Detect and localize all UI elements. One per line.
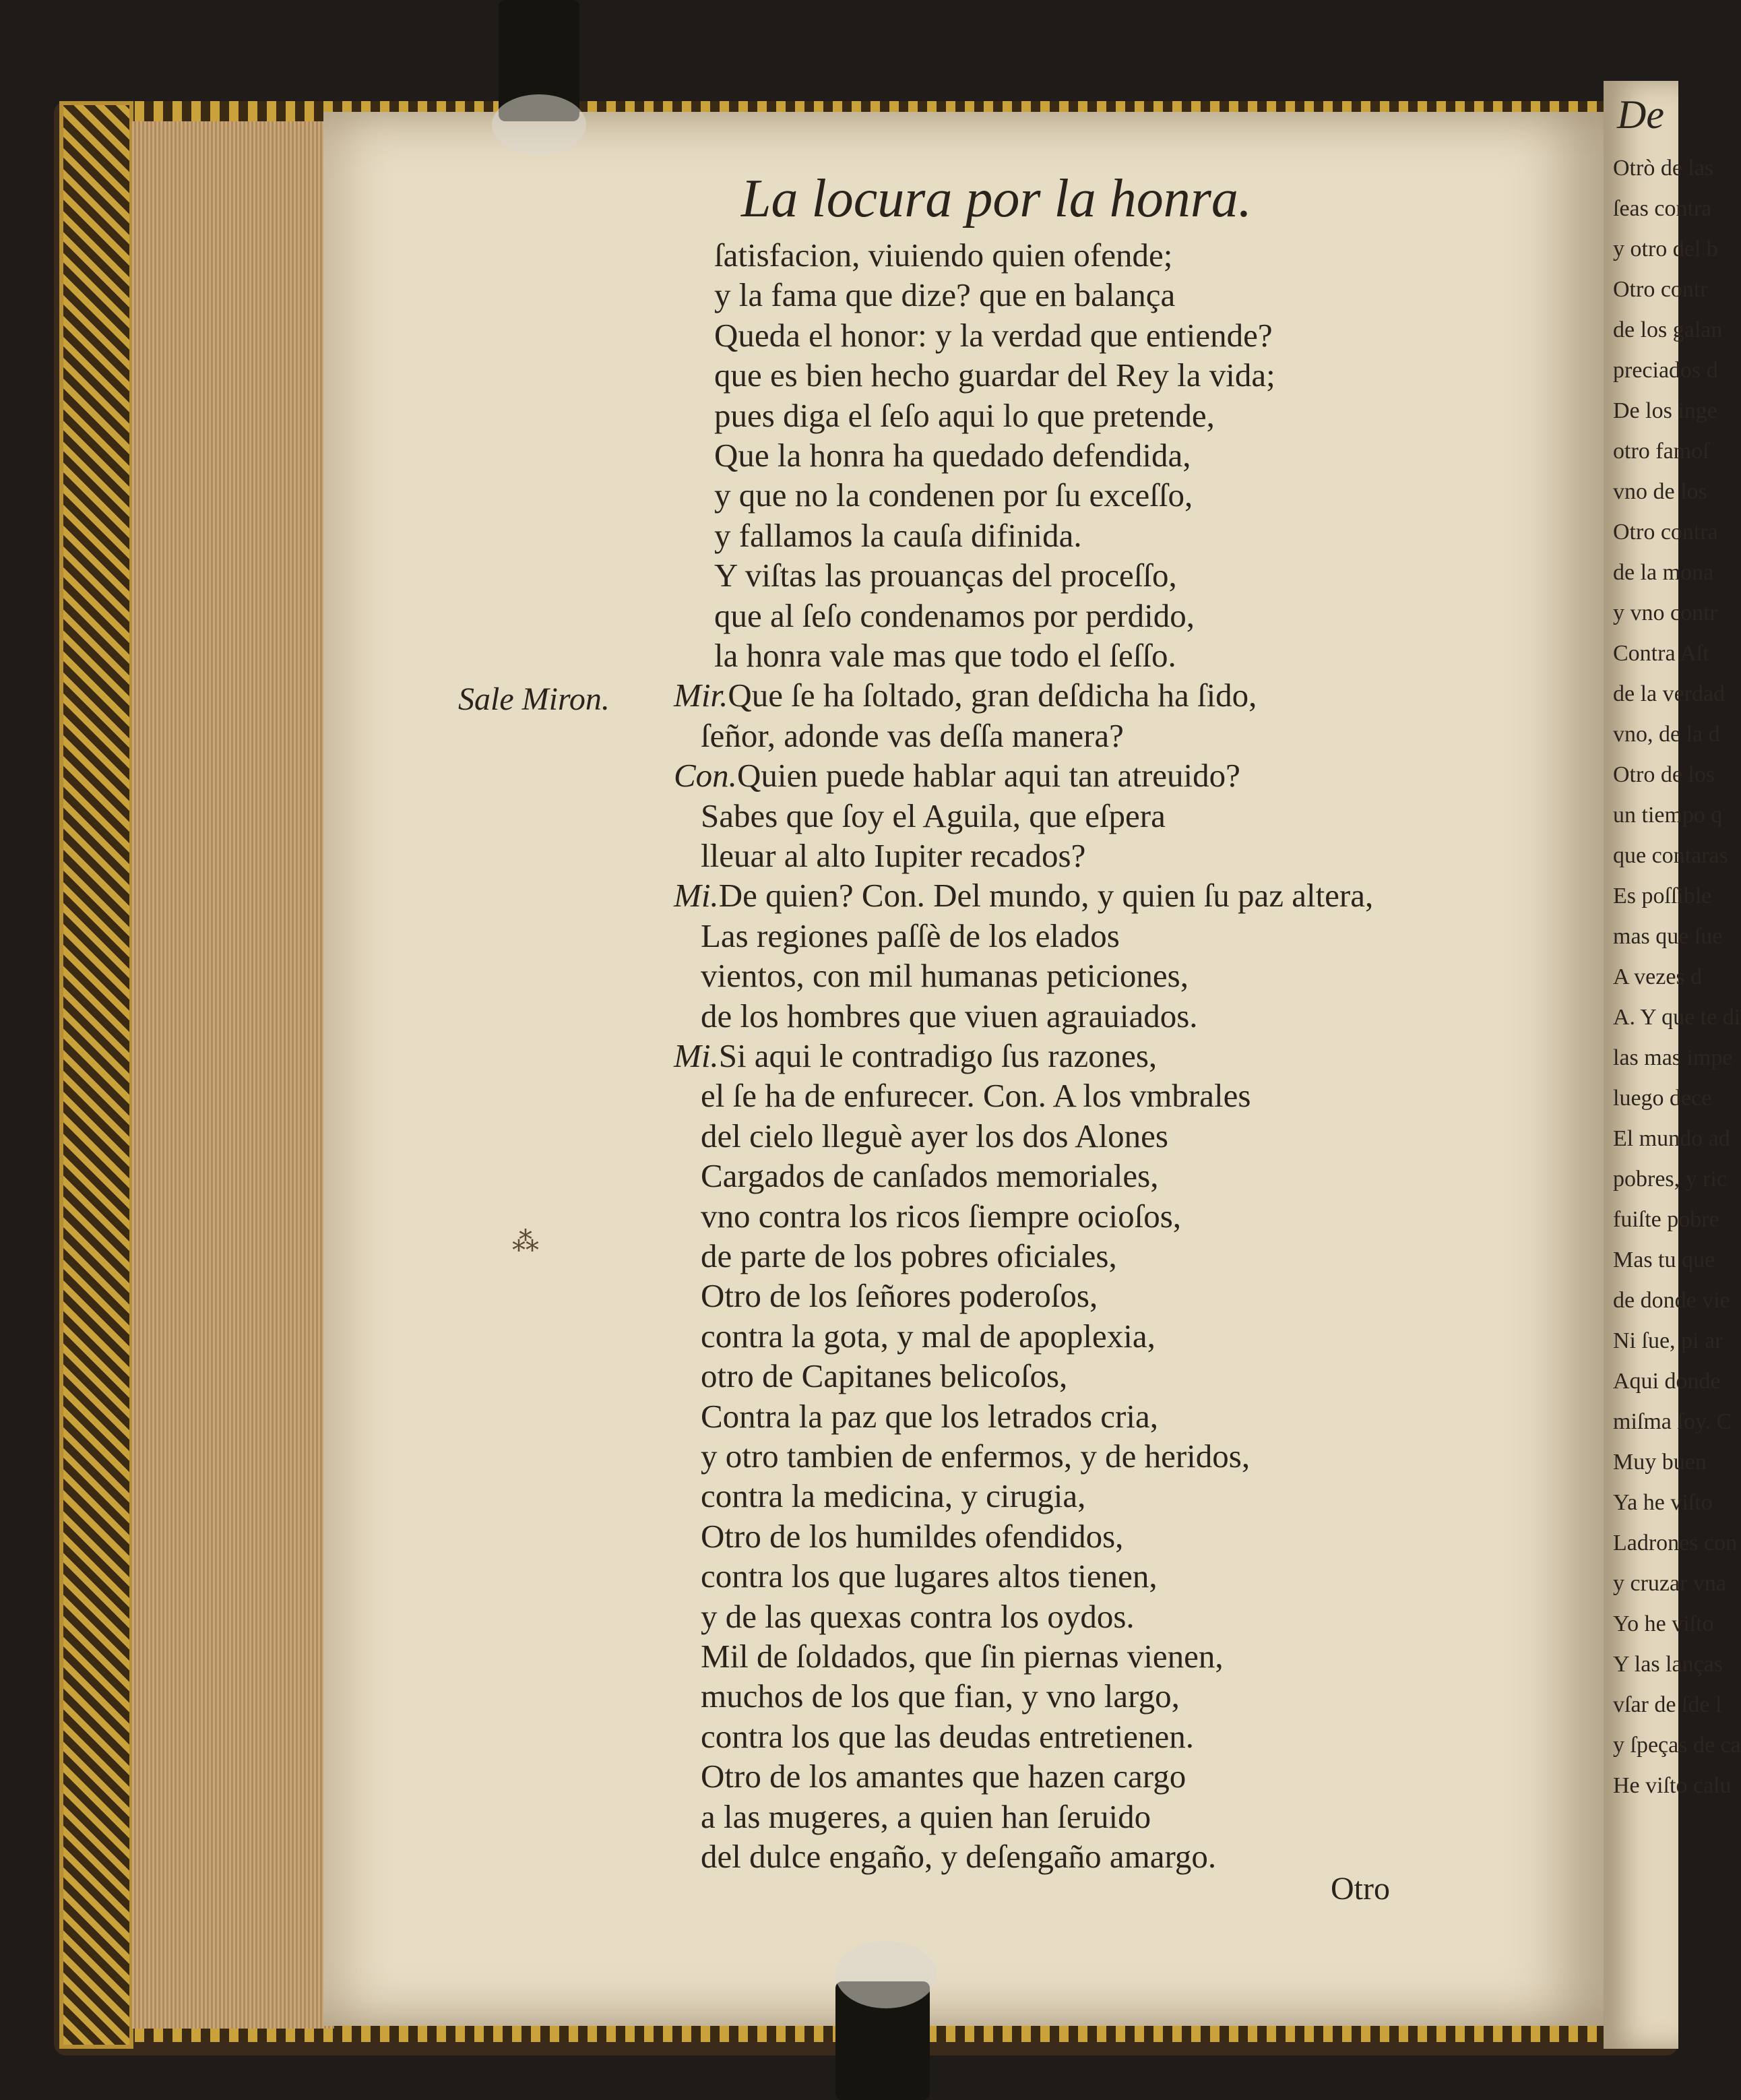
verse-text: y fallamos la cauſa difinida. — [714, 516, 1082, 554]
verse-line — [701, 1717, 1194, 1756]
verse-text: ſeñor, adonde vas deſſa manera? — [701, 716, 1124, 754]
verse-text: Que ſe ha ſoltado, gran deſdicha ha ſido, — [728, 677, 1257, 714]
verse-line — [701, 1597, 1135, 1636]
verse-line — [701, 1276, 1098, 1315]
facing-line: A vezes d — [1613, 964, 1703, 989]
facing-line: un tiempo q — [1613, 803, 1723, 828]
verse-text: Otro de los ſeñores poderoſos, — [701, 1277, 1098, 1315]
verse-line — [714, 436, 1191, 474]
facing-line: y cruzar vna — [1613, 1571, 1727, 1596]
facing-line: Aqui donde — [1613, 1369, 1721, 1394]
verse-text: a las mugeres, a quien han ſeruido — [701, 1797, 1151, 1835]
verse-line — [714, 556, 1177, 594]
catchword: Otro — [1331, 1871, 1390, 1907]
verse-text: Contra la paz que los letrados cria, — [701, 1397, 1158, 1435]
facing-line: de la mona — [1613, 560, 1714, 585]
verse-text: Queda el honor: y la verdad que entiende? — [714, 316, 1273, 354]
facing-line: Ya he viſto — [1613, 1490, 1713, 1515]
verse-text: Las regiones paſſè de los elados — [701, 917, 1120, 954]
verse-line — [674, 756, 1240, 795]
verse-text: del cielo lleguè ayer los dos Alones — [701, 1117, 1168, 1154]
verse-line — [701, 1517, 1123, 1555]
verse-line — [701, 1317, 1156, 1355]
verse-text: contra los que lugares altos tienen, — [701, 1557, 1158, 1595]
verse-text: muchos de los que fian, y vno largo, — [701, 1677, 1180, 1715]
facing-line: y vno contr — [1613, 600, 1717, 625]
printer-ornament-mark: ⁂ — [512, 1227, 539, 1258]
verse-line — [701, 1237, 1117, 1275]
facing-line: Otro contra — [1613, 520, 1718, 545]
verse-line — [701, 716, 1124, 755]
verse-line — [714, 516, 1082, 555]
verse-text: y que no la condenen por ſu exceſſo, — [714, 476, 1193, 514]
verse-line — [701, 1397, 1158, 1435]
verse-line — [714, 236, 1172, 274]
facing-line: Muy buen — [1613, 1450, 1707, 1475]
facing-line: vſar de ſde l — [1613, 1692, 1722, 1717]
clip-ring-bottom — [835, 1941, 937, 2008]
facing-line: A. Y que te di — [1613, 1005, 1741, 1030]
verse-line — [701, 836, 1085, 875]
facing-line: Y las lanças — [1613, 1652, 1723, 1677]
clip-ring-top — [492, 94, 586, 155]
verse-line — [701, 1757, 1186, 1795]
verse-line — [714, 476, 1193, 514]
facing-line: Otro contr — [1613, 277, 1708, 302]
verse-text: contra la medicina, y cirugia, — [701, 1477, 1086, 1515]
verse-text: vno contra los ricos ſiempre ocioſos, — [701, 1197, 1182, 1235]
verse-text: del dulce engaño, y deſengaño amargo. — [701, 1838, 1217, 1875]
facing-line: Contra Aſt — [1613, 641, 1709, 666]
verse-text: vientos, con mil humanas peticiones, — [701, 957, 1189, 995]
facing-line: vno, de la d — [1613, 722, 1720, 747]
verse-line — [674, 1037, 1157, 1075]
verse-line — [701, 997, 1198, 1035]
verse-line — [674, 676, 1257, 714]
facing-line: mas que ſue — [1613, 924, 1723, 949]
running-head: La locura por la honra. — [741, 169, 1252, 228]
page-edges — [132, 121, 334, 2029]
facing-line: Mas tu que — [1613, 1247, 1715, 1272]
facing-line: y otro del b — [1613, 237, 1718, 261]
verse-text: contra la gota, y mal de apoplexia, — [701, 1317, 1156, 1355]
verse-line — [714, 636, 1176, 675]
facing-line: y ſpeças de ca — [1613, 1733, 1741, 1758]
verse-text: que al ſeſo condenamos por perdido, — [714, 596, 1195, 634]
verse-line — [701, 1076, 1251, 1115]
facing-line: las mas impe — [1613, 1045, 1733, 1070]
gilt-border-left — [59, 101, 133, 2049]
verse-line — [714, 356, 1275, 394]
verse-text: ſatisfacion, viuiendo quien ofende; — [714, 237, 1173, 274]
speaker-label: Mir. — [674, 677, 728, 714]
stage-direction: Sale Miron. — [458, 681, 610, 717]
verse-text: Si aqui le contradigo ſus razones, — [718, 1037, 1158, 1074]
verse-text: y la fama que dize? que en balança — [714, 276, 1176, 314]
verse-text: otro de Capitanes belicoſos, — [701, 1357, 1068, 1395]
verse-text: que es bien hecho guardar del Rey la vida; — [714, 357, 1275, 394]
verse-line — [714, 316, 1273, 354]
facing-line: Otrò de las — [1613, 156, 1714, 181]
facing-line: vno de los — [1613, 479, 1707, 504]
verse-line — [714, 596, 1195, 635]
facing-line: que contaras — [1613, 843, 1728, 868]
facing-line: de donde vie — [1613, 1288, 1730, 1313]
verse-text: de parte de los pobres oficiales, — [701, 1237, 1117, 1274]
verse-text: y otro tambien de enfermos, y de heridos, — [701, 1438, 1251, 1475]
verse-line — [701, 1837, 1216, 1876]
verse-line — [701, 1677, 1180, 1715]
verse-line — [701, 797, 1166, 835]
facing-line: El mundo ad — [1613, 1126, 1730, 1151]
facing-line: De los inge — [1613, 398, 1717, 423]
facing-line: preciados d — [1613, 358, 1718, 383]
verse-text: De quien? Con. Del mundo, y quien ſu paz altera, — [718, 877, 1374, 915]
facing-line: Ni ſue, pi ar — [1613, 1328, 1723, 1353]
verse-text: Sabes que ſoy el Aguila, que eſpera — [701, 797, 1166, 834]
verse-text: Cargados de canſados memoriales, — [701, 1157, 1159, 1195]
facing-page-fragment — [1604, 81, 1741, 2049]
facing-line: He viſto calu — [1613, 1773, 1732, 1798]
facing-line: ſeas contra — [1613, 196, 1712, 221]
facing-line: miſma ſoy. C — [1613, 1409, 1732, 1434]
verse-line — [701, 1156, 1158, 1195]
verse-text: Otro de los amantes que hazen cargo — [701, 1758, 1186, 1795]
verse-line — [714, 276, 1175, 314]
facing-running-head: De — [1617, 92, 1664, 137]
speaker-label: Con. — [674, 757, 737, 795]
verse-text: de los hombres que viuen agrauiados. — [701, 997, 1198, 1034]
facing-line: pobres, y ric — [1613, 1167, 1728, 1192]
verse-text: el ſe ha de enfurecer. Con. A los vmbrales — [701, 1077, 1251, 1115]
verse-line — [701, 1637, 1224, 1675]
verse-text: Otro de los humildes ofendidos, — [701, 1517, 1124, 1555]
speaker-label: Mi. — [674, 1037, 719, 1074]
facing-line: fuiſte pobre — [1613, 1207, 1719, 1232]
facing-line: Es poſſible — [1613, 884, 1712, 908]
facing-line: de la verdad — [1613, 681, 1726, 706]
verse-text: Que la honra ha quedado defendida, — [714, 437, 1191, 474]
verse-line — [701, 1357, 1067, 1395]
verse-text: lleuar al alto Iupiter recados? — [701, 837, 1086, 874]
verse-line — [701, 1797, 1151, 1836]
verse-text: Quien puede hablar aqui tan atreuido? — [736, 757, 1240, 795]
verse-text: contra los que las deudas entretienen. — [701, 1717, 1195, 1755]
verse-line — [701, 1197, 1181, 1235]
verse-line — [701, 956, 1189, 995]
verse-line — [701, 1437, 1250, 1475]
facing-line: Otro de los — [1613, 762, 1715, 787]
facing-line: de los galan — [1613, 317, 1723, 342]
facing-line: otro famoſ — [1613, 439, 1709, 464]
verse-text: Y viſtas las prouanças del proceſſo, — [714, 557, 1177, 594]
speaker-label: Mi. — [674, 877, 719, 915]
verse-line — [701, 1557, 1158, 1595]
verse-line — [701, 917, 1120, 955]
verse-line — [701, 1117, 1168, 1155]
verse-text: y de las quexas contra los oydos. — [701, 1597, 1135, 1635]
facing-line: luego dece — [1613, 1086, 1712, 1111]
facing-page-lines — [1604, 148, 1741, 1806]
verse-text: pues diga el ſeſo aqui lo que pretende, — [714, 396, 1215, 434]
verse-line — [674, 876, 1373, 915]
verse-line — [701, 1477, 1085, 1515]
verse-text: Mil de ſoldados, que ſin piernas vienen, — [701, 1638, 1224, 1675]
facing-line: Ladrones con — [1613, 1531, 1738, 1555]
verse-line — [714, 396, 1215, 435]
facing-line: Yo he viſto — [1613, 1611, 1714, 1636]
verse-text: la honra vale mas que todo el ſeſſo. — [714, 637, 1176, 674]
